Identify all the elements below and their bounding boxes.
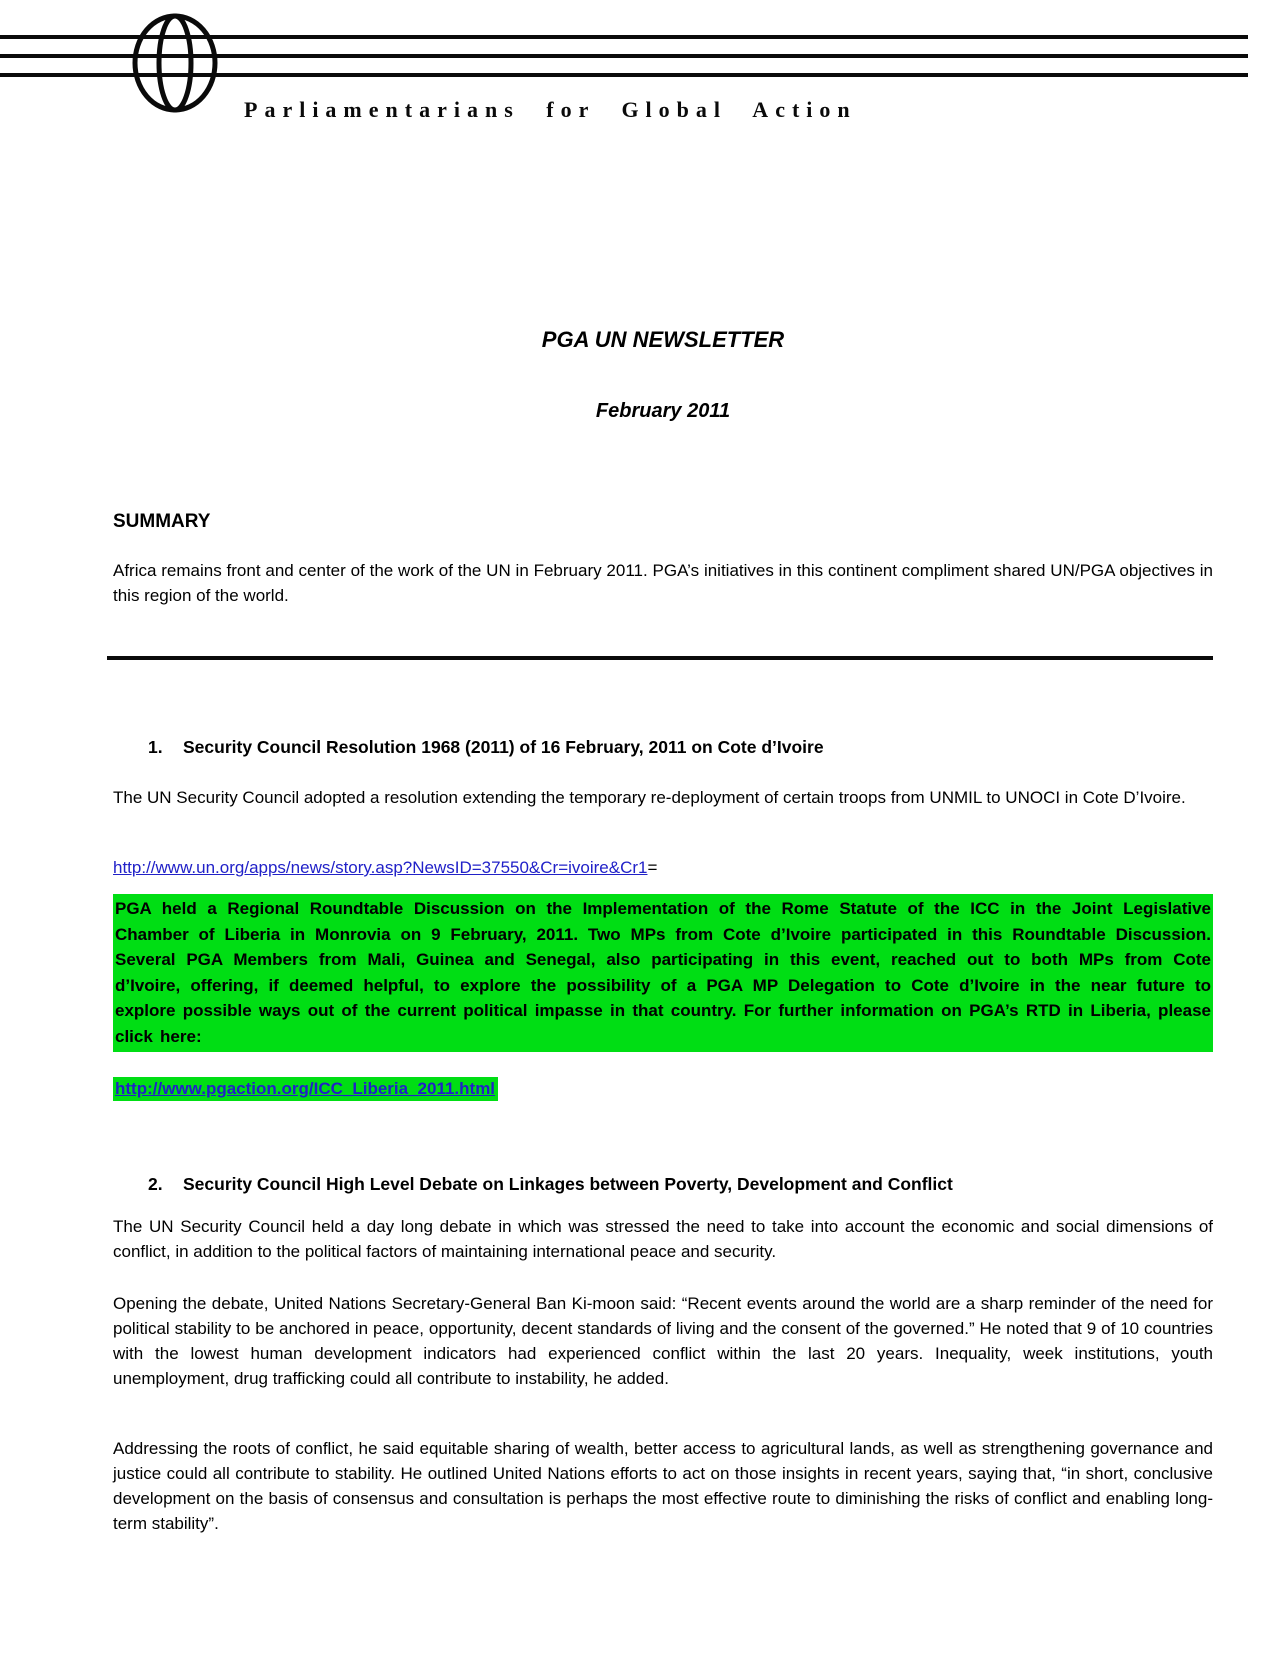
section-1-heading-text: Security Council Resolution 1968 (2011) of 16 February, 2011 on Cote d’Ivoire (183, 737, 824, 757)
date-line: February 2011 (595, 400, 731, 422)
section-1-heading (113, 737, 1213, 758)
org-wordmark: Parliamentarians for Global Action (244, 97, 857, 122)
section-2-number: 2. (148, 1174, 163, 1194)
section-2-paragraph-3: Addressing the roots of conflict, he said equitable sharing of wealth, better access to agricultural lands, as well as strengthening governance and justice could all contribute to stability. He outlined United Nations efforts to act on those insights in recent years, saying that, “in short, conclusive development on the basis of consensus and consultation is perhaps the most effective route to diminishing the risks of conflict and enabling long-term stability”. (113, 1439, 1213, 1533)
section-divider (107, 656, 1213, 660)
un-news-link-suffix: = (647, 858, 658, 877)
section-2-heading (113, 1174, 1213, 1195)
summary-paragraph: Africa remains front and center of the work of the UN in February 2011. PGA’s initiatives in this continent compliment shared UN/PGA objectives in this region of the world. (113, 561, 1213, 605)
summary-heading: SUMMARY (113, 511, 211, 532)
pga-liberia-link-line (113, 1076, 1213, 1101)
section-2-paragraph-1: The UN Security Council held a day long debate in which was stressed the need to take into account the economic and social dimensions of conflict, in addition to the political factors of maintaining international peace and security. (113, 1217, 1213, 1261)
section-2-paragraph-2: Opening the debate, United Nations Secretary-General Ban Ki-moon said: “Recent events around the world are a sharp reminder of the need for political stability to be anchored in peace, opportunity, decent standards of living and the consent of the governed.” He noted that 9 of 10 countries with the lowest human development indicators had experienced conflict within the last 20 years. Inequality, week institutions, youth unemployment, drug trafficking could all contribute to instability, he added. (113, 1294, 1213, 1388)
highlighted-paragraph: PGA held a Regional Roundtable Discussion on the Implementation of the Rome Statute of the ICC in the Joint Legislative Chamber of Liberia in Monrovia on 9 February, 2011. Two MPs from Cote d’Ivoire participated in this Roundtable Discussion. Several PGA Members from Mali, Guinea and Senegal, also participating in this event, reached out to both MPs from Cote d’Ivoire, offering, if deemed helpful, to explore the possibility of a PGA MP Delegation to Cote d’Ivoire in the near future to explore possible ways out of the current political impasse in that country. For further information on PGA’s RTD in Liberia, please click here: (113, 894, 1213, 1052)
document-body (113, 0, 1213, 1656)
pga-liberia-link[interactable]: http://www.pgaction.org/ICC_Liberia_2011.html (113, 1077, 498, 1101)
un-news-link[interactable]: http://www.un.org/apps/news/story.asp?NewsID=37550&Cr=ivoire&Cr1 (113, 858, 648, 877)
section-1-number: 1. (148, 737, 163, 757)
section-1-paragraph: The UN Security Council adopted a resolution extending the temporary re-deployment of certain troops from UNMIL to UNOCI in Cote D’Ivoire. (113, 788, 1186, 807)
un-news-link-line (113, 855, 1213, 880)
page-title: PGA UN NEWSLETTER (541, 327, 785, 352)
section-2-heading-text: Security Council High Level Debate on Linkages between Poverty, Development and Conflict (183, 1174, 953, 1194)
